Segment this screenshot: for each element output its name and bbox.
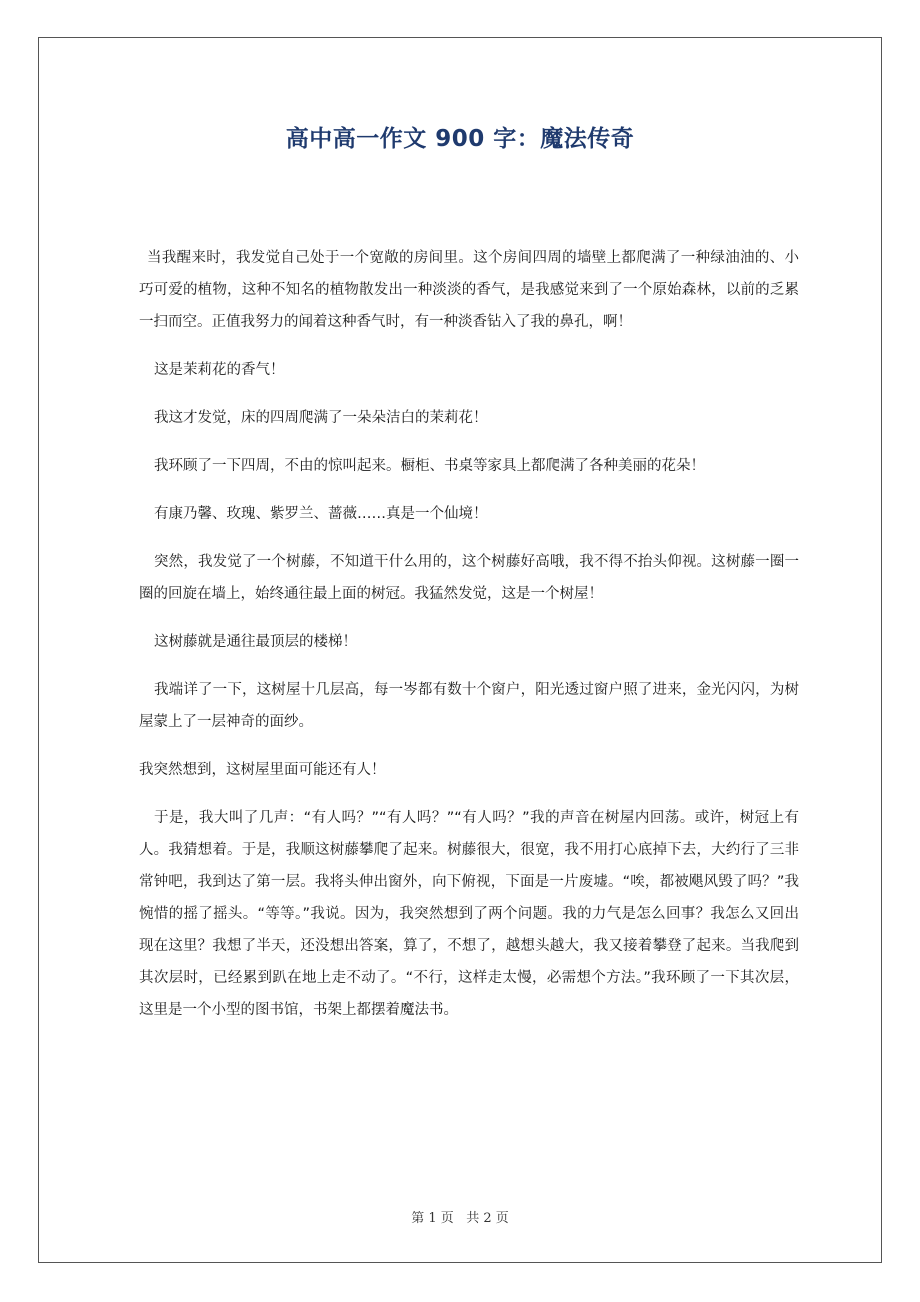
paragraph-2: 这是茉莉花的香气！ — [154, 362, 285, 378]
paragraph-3: 我这才发觉，床的四周爬满了一朵朵洁白的茉莉花！ — [154, 410, 488, 426]
page-footer — [0, 1207, 920, 1226]
paragraph-10: 于是，我大叫了几声：“有人吗？”“有人吗？”“有人吗？”我的声音在树屋内回荡。或许，树冠上有人。我猜想着。于是，我顺这树藤攀爬了起来。树藤很大，很宽，我不用打心底掉下去，大约行了三非常钟吧，我到达了第一层。我将头伸出窗外，向下俯视，下面是一片废墟。“唉，都被飓风毁了吗？”我惋惜的摇了摇头。“等等。”我说。因为，我突然想到了两个问题。我的力气是怎么回事？我怎么又回出现在这里？我想了半天，还没想出答案，算了，不想了，越想头越大，我又接着攀登了起来。当我爬到其次层时，已经累到趴在地上走不动了。“不行，这样走太慢，必需想个方法。”我环顾了一下其次层，这里是一个小型的图书馆，书架上都摆着魔法书。 — [139, 810, 799, 1018]
document-body — [139, 242, 799, 1042]
paragraph-7: 这树藤就是通往最顶层的楼梯！ — [154, 634, 357, 650]
document-title: 高中高一作文 900 字：魔法传奇 — [285, 126, 635, 152]
paragraph-5: 有康乃馨、玫瑰、紫罗兰、蔷薇……真是一个仙境！ — [154, 506, 488, 522]
page-total: 共 2 页 — [466, 1211, 509, 1226]
paragraph-9: 我突然想到，这树屋里面可能还有人！ — [139, 762, 386, 778]
paragraph-8: 我端详了一下，这树屋十几层高，每一岑都有数十个窗户，阳光透过窗户照了进来，金光闪闪，为树屋蒙上了一层神奇的面纱。 — [139, 682, 799, 730]
paragraph-1: 当我醒来时，我发觉自己处于一个宽敞的房间里。这个房间四周的墙壁上都爬满了一种绿油油的、小巧可爱的植物，这种不知名的植物散发出一种淡淡的香气，是我感觉来到了一个原始森林，以前的乏累一扫而空。正值我努力的闻着这种香气时，有一种淡香钻入了我的鼻孔，啊！ — [139, 250, 799, 330]
paragraph-6: 突然，我发觉了一个树藤，不知道干什么用的，这个树藤好高哦，我不得不抬头仰视。这树藤一圈一圈的回旋在墙上，始终通往最上面的树冠。我猛然发觉，这是一个树屋！ — [139, 554, 799, 602]
paragraph-4: 我环顾了一下四周，不由的惊叫起来。橱柜、书桌等家具上都爬满了各种美丽的花朵！ — [154, 458, 705, 474]
page-number: 第 1 页 — [411, 1211, 454, 1226]
